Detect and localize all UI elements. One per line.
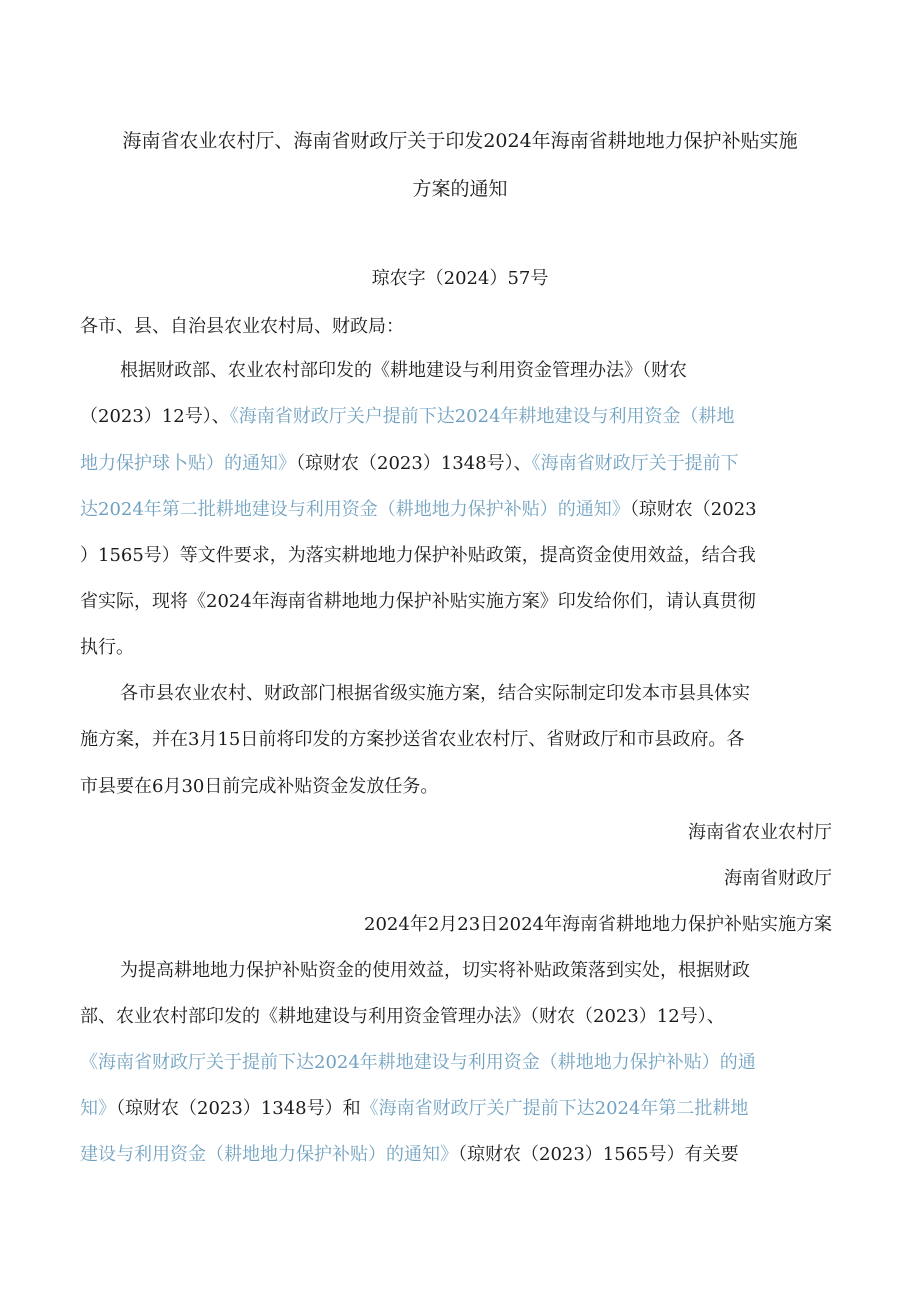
para1-line2: （2023）12号）、《海南省财政厅关户提前下达2024年耕地建设与利用资金（耕地: [80, 406, 735, 427]
link-notice-1565-b[interactable]: 《海南省财政厅关广提前下达2024年第二批耕地: [360, 1098, 749, 1119]
signature-date-and-heading: 2024年2月23日2024年海南省耕地地力保护补贴实施方案: [364, 914, 832, 935]
para1-line5: ）1565号）等文件要求，为落实耕地地力保护补贴政策，提高资金使用效益，结合我: [80, 545, 756, 566]
link-notice-1348[interactable]: 《海南省财政厅关户提前下达2024年耕地建设与利用资金（耕地: [229, 406, 735, 427]
link-notice-1348-cont[interactable]: 地力保护球卜贴）的通知》: [80, 453, 296, 474]
link-notice-1565[interactable]: 《海南省财政厅关于提前下: [531, 453, 739, 474]
signature-org-1: 海南省农业农村厅: [688, 822, 832, 843]
link-notice-1348-b-cont[interactable]: 知》: [80, 1098, 116, 1119]
para3-line3: [80, 1050, 756, 1076]
addressee: 各市、县、自治县农业农村局、财政局：: [80, 316, 404, 337]
link-notice-1565-cont[interactable]: 达2024年第二批耕地建设与利用资金（耕地地力保护补贴）的通知》: [80, 499, 630, 520]
para3-line2: 部、农业农村部印发的《耕地建设与利用资金管理办法》（财农（2023）12号）、: [80, 1006, 725, 1027]
para1-line6: 省实际，现将《2024年海南省耕地地力保护补贴实施方案》印发给你们，请认真贯彻: [80, 591, 756, 612]
document-title-line-2: 方案的通知: [412, 178, 508, 200]
para2-line3: 市县要在6月30日前完成补贴资金发放任务。: [80, 776, 439, 797]
link-notice-1348-b[interactable]: 《海南省财政厅关于提前下达2024年耕地建设与利用资金（耕地地力保护补贴）的通: [80, 1052, 756, 1073]
para2-line2: 施方案，并在3月15日前将印发的方案抄送省农业农村厅、省财政厅和市县政府。各: [80, 729, 745, 750]
signature-org-2: 海南省财政厅: [724, 868, 832, 889]
para3-line5: 建设与利用资金（耕地地力保护补贴）的通知》（琼财农（2023）1565号）有关要: [80, 1144, 739, 1165]
para1-line3: 地力保护球卜贴）的通知》（琼财农（2023）1348号）、《海南省财政厅关于提前下: [80, 453, 739, 474]
para3-line4: 知》（琼财农（2023）1348号）和《海南省财政厅关广提前下达2024年第二批耕地: [80, 1098, 749, 1119]
document-title-line-1: 海南省农业农村厅、海南省财政厅关于印发2024年海南省耕地地力保护补贴实施: [122, 130, 798, 152]
para1-line1: 根据财政部、农业农村部印发的《耕地建设与利用资金管理办法》（财农: [120, 360, 687, 381]
link-notice-1565-b-cont[interactable]: 建设与利用资金（耕地地力保护补贴）的通知》: [80, 1144, 458, 1165]
para3-line1: 为提高耕地地力保护补贴资金的使用效益，切实将补贴政策落到实处，根据财政: [120, 960, 750, 981]
para1-line7: 执行。: [80, 637, 134, 658]
document-number: 琼农字（2024）57号: [371, 268, 549, 289]
para1-line4: 达2024年第二批耕地建设与利用资金（耕地地力保护补贴）的通知》（琼财农（2023: [80, 499, 757, 520]
para2-line1: 各市县农业农村、财政部门根据省级实施方案，结合实际制定印发本市县具体实: [120, 683, 750, 704]
